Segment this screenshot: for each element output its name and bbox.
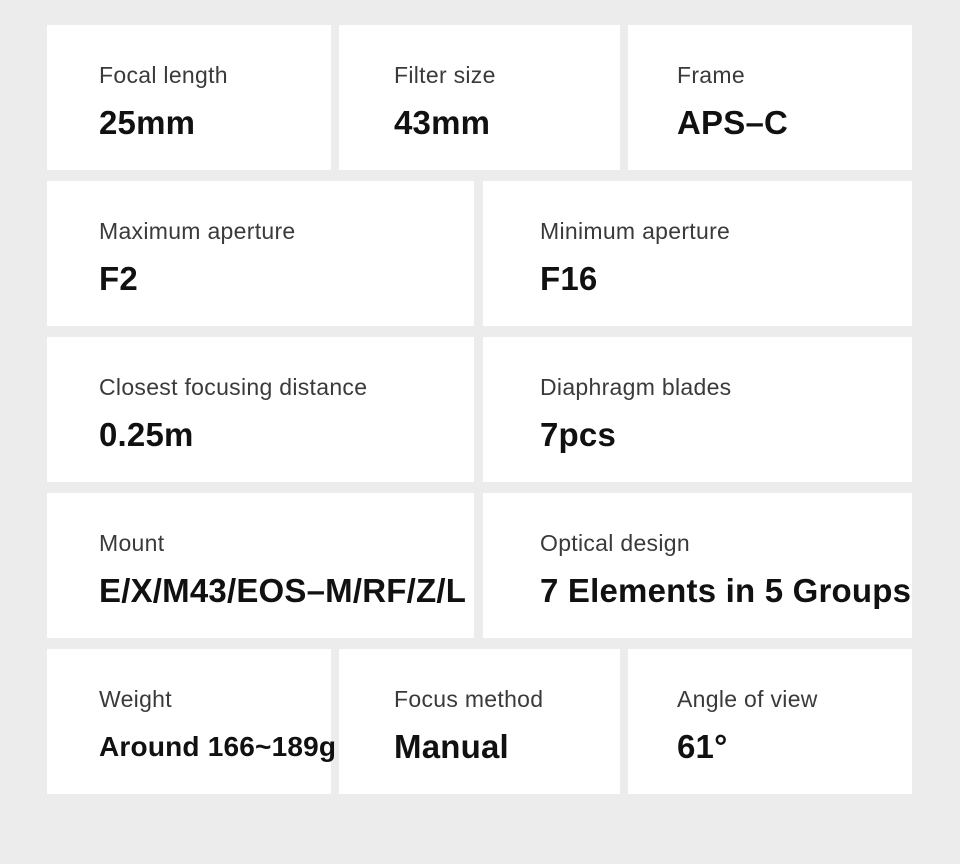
spec-row-5 [47, 649, 912, 794]
spec-card-closest-focusing-distance [47, 337, 474, 482]
spec-value-optical-design: 7 Elements in 5 Groups [540, 572, 912, 609]
spec-card-minimum-aperture [483, 181, 912, 326]
spec-value-minimum-aperture: F16 [540, 260, 598, 297]
spec-label-focus-method: Focus method [394, 686, 544, 712]
spec-card-focus-method [339, 649, 620, 794]
spec-label-mount: Mount [99, 530, 165, 556]
lens-spec-sheet [47, 25, 912, 794]
spec-label-weight: Weight [99, 686, 172, 712]
spec-label-frame: Frame [677, 62, 745, 88]
spec-value-closest-focusing-distance: 0.25m [99, 416, 194, 453]
spec-label-filter-size: Filter size [394, 62, 496, 88]
spec-label-angle-of-view: Angle of view [677, 686, 818, 712]
spec-label-focal-length: Focal length [99, 62, 228, 88]
spec-card-filter-size [339, 25, 620, 170]
spec-value-diaphragm-blades: 7pcs [540, 416, 617, 453]
spec-card-diaphragm-blades [483, 337, 912, 482]
spec-value-weight: Around 166~189g [99, 731, 337, 762]
spec-card-weight [47, 649, 337, 794]
spec-value-filter-size: 43mm [394, 104, 491, 141]
spec-card-optical-design [483, 493, 912, 638]
spec-label-maximum-aperture: Maximum aperture [99, 218, 296, 244]
spec-label-optical-design: Optical design [540, 530, 690, 556]
spec-card-maximum-aperture [47, 181, 474, 326]
spec-value-focus-method: Manual [394, 728, 509, 765]
spec-row-3 [47, 337, 912, 482]
spec-value-frame: APS–C [677, 104, 789, 141]
spec-row-4 [47, 493, 912, 638]
spec-row-1 [47, 25, 912, 170]
spec-label-minimum-aperture: Minimum aperture [540, 218, 731, 244]
spec-card-frame [628, 25, 912, 170]
spec-card-focal-length [47, 25, 331, 170]
spec-label-diaphragm-blades: Diaphragm blades [540, 374, 732, 400]
spec-value-angle-of-view: 61° [677, 728, 728, 765]
spec-row-2 [47, 181, 912, 326]
spec-value-focal-length: 25mm [99, 104, 196, 141]
spec-value-mount: E/X/M43/EOS–M/RF/Z/L [99, 572, 467, 609]
spec-card-mount [47, 493, 474, 638]
spec-label-closest-focusing-distance: Closest focusing distance [99, 374, 368, 400]
spec-value-maximum-aperture: F2 [99, 260, 138, 297]
spec-card-angle-of-view [628, 649, 912, 794]
